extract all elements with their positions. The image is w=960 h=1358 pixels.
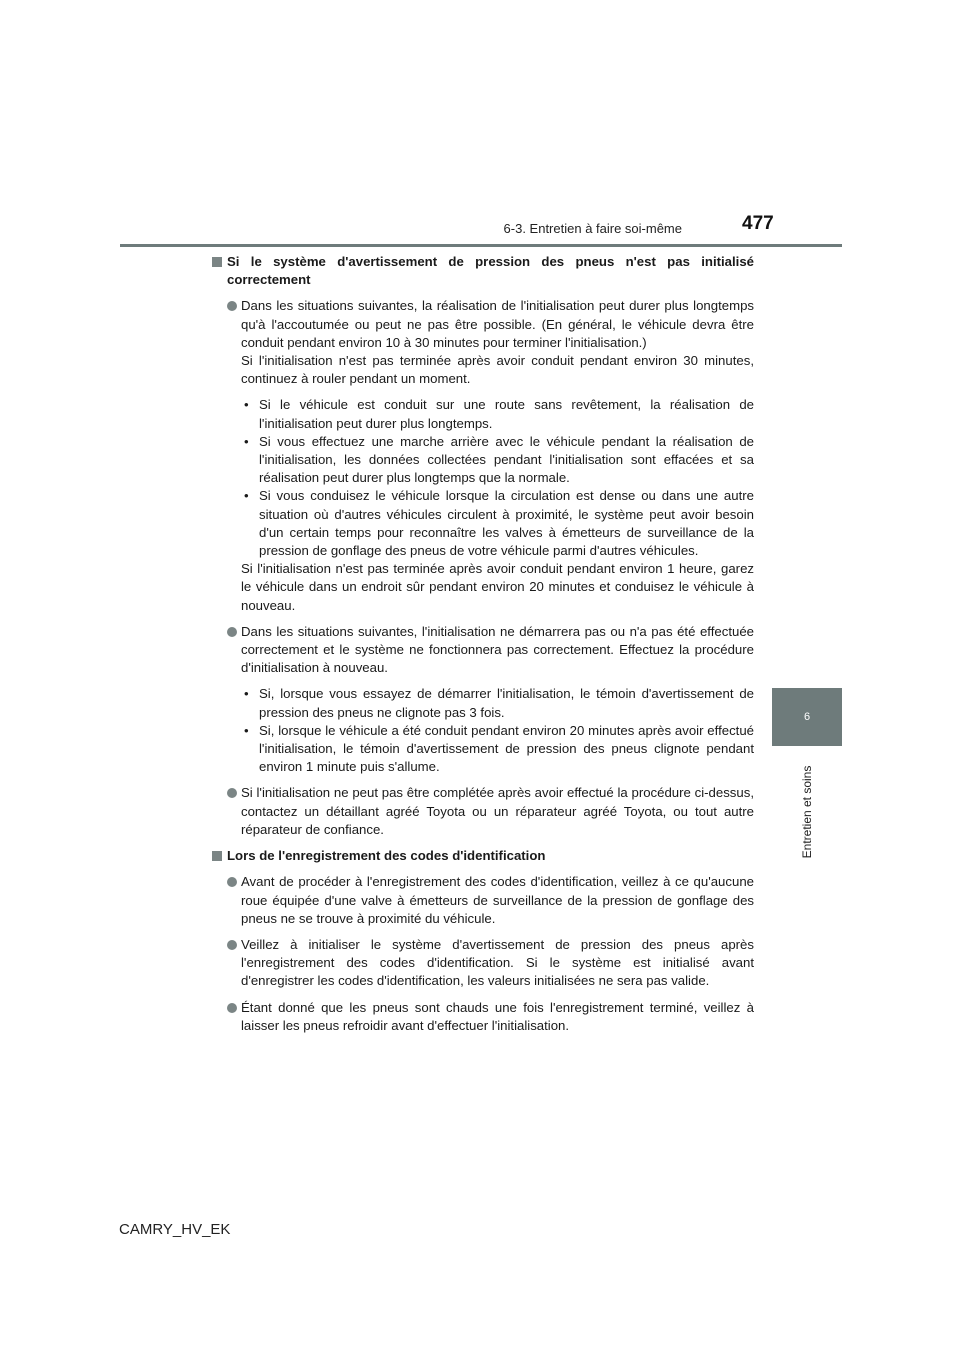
list-item bbox=[212, 873, 754, 928]
sub-list-item: • Si le véhicule est conduit sur une route sans revêtement, la réalisation de l'initialisation peut durer plus longtemps. bbox=[241, 396, 754, 432]
chapter-number: 6 bbox=[803, 711, 811, 723]
list-item bbox=[212, 297, 754, 614]
sub-list bbox=[241, 685, 754, 776]
section-heading bbox=[212, 253, 754, 289]
item-text: Avant de procéder à l'enregistrement des codes d'identification, veillez à ce qu'aucune roue équipée d'une valve à émetteurs de surveillance de la pression de gonflage des pneus ne se trouve à proximité du véhicule. bbox=[241, 874, 754, 926]
sub-list-item: • Si vous effectuez une marche arrière avec le véhicule pendant la réalisation de l'initialisation, les données collectées pendant l'initialisation sont effacées et sa réalisation peut durer plus longtemps que la normale. bbox=[241, 433, 754, 488]
item-text: Veillez à initialiser le système d'avertissement de pression des pneus après l'enregistrement des codes d'identification. Si le système est initialisé avant d'enregistrer les codes d'identification, les valeurs initialisées ne sera pas valide. bbox=[241, 936, 754, 989]
sub-list-item: • Si, lorsque le véhicule a été conduit pendant environ 20 minutes après avoir effectué l'initialisation, le témoin d'avertissement de pression des pneus clignote pendant environ 1 minute puis s'allume. bbox=[241, 722, 754, 777]
item-text: Étant donné que les pneus sont chauds une fois l'enregistrement terminé, veillez à laisser les pneus refroidir avant d'effectuer l'initialisation. bbox=[241, 999, 754, 1033]
section-heading bbox=[212, 847, 754, 865]
header-section-title: 6-3. Entretien à faire soi-même bbox=[503, 221, 682, 236]
sub-list-item: • Si, lorsque vous essayez de démarrer l'initialisation, le témoin d'avertissement de pression des pneus ne clignote pas 3 fois. bbox=[241, 685, 754, 721]
list-item bbox=[212, 999, 754, 1035]
list-item bbox=[212, 936, 754, 991]
list-item bbox=[212, 623, 754, 777]
main-content bbox=[212, 253, 754, 1043]
section-heading-text: Si le système d'avertissement de pression des pneus n'est pas initialisé correctement bbox=[227, 254, 754, 288]
square-bullet-icon bbox=[212, 257, 222, 267]
chapter-title: Entretien et soins bbox=[800, 765, 814, 859]
header-rule bbox=[120, 244, 842, 247]
circle-bullet-icon bbox=[227, 627, 237, 637]
circle-bullet-icon bbox=[227, 301, 237, 311]
item-note: Si l'initialisation n'est pas terminée après avoir conduit pendant environ 1 heure, garez le véhicule dans un endroit sûr pendant environ 20 minutes et conduisez le véhicule à nouveau. bbox=[241, 561, 754, 613]
circle-bullet-icon bbox=[227, 877, 237, 887]
model-code: CAMRY_HV_EK bbox=[119, 1221, 231, 1238]
circle-bullet-icon bbox=[227, 940, 237, 950]
item-text: Si l'initialisation ne peut pas être complétée après avoir effectué la procédure ci-dessus, contactez un détaillant agréé Toyota ou un réparateur agréé Toyota, ou tout autre réparateur de confiance. bbox=[241, 785, 754, 837]
list-item bbox=[212, 784, 754, 839]
item-text-continued: Si l'initialisation n'est pas terminée après avoir conduit pendant environ 30 minutes, continuez à rouler pendant un moment. bbox=[241, 353, 754, 387]
section-heading-text: Lors de l'enregistrement des codes d'identification bbox=[227, 848, 546, 864]
item-text: Dans les situations suivantes, l'initialisation ne démarrera pas ou n'a pas été effectuée correctement et le système ne fonctionnera pas correctement. Effectuez la procédure d'initialisation à nouveau. bbox=[241, 623, 754, 676]
square-bullet-icon bbox=[212, 851, 222, 861]
page-number: 477 bbox=[742, 213, 774, 234]
sub-list-item: • Si vous conduisez le véhicule lorsque la circulation est dense ou dans une autre situation où d'autres véhicules circulent à proximité, le système peut avoir besoin d'un certain temps pour reconnaître les valves à émetteurs de surveillance de la pression de gonflage des pneus de votre véhicule parmi d'autres véhicules. bbox=[241, 487, 754, 560]
item-text: Dans les situations suivantes, la réalisation de l'initialisation peut durer plus longtemps qu'à l'accoutumée ou peut ne pas être possible. (En général, le véhicule devra être conduit pendant environ 10 à 30 minutes pour terminer l'initialisation.) bbox=[241, 298, 754, 350]
circle-bullet-icon bbox=[227, 1003, 237, 1013]
sub-list bbox=[241, 396, 754, 560]
chapter-tab bbox=[772, 688, 842, 746]
circle-bullet-icon bbox=[227, 788, 237, 798]
